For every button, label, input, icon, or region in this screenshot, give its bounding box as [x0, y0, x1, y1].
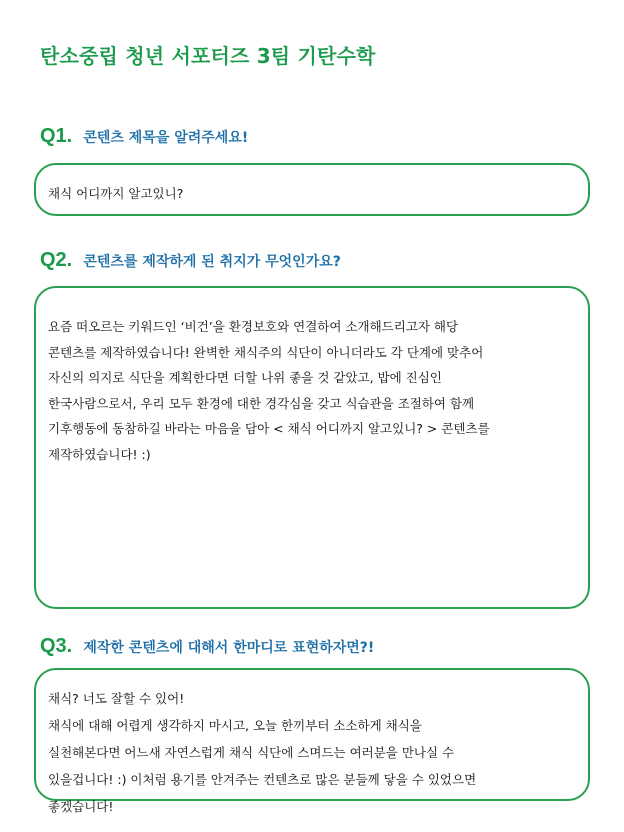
page-title: 탄소중립 청년 서포터즈 3팀 기탄수학: [40, 44, 376, 68]
question-2: [40, 249, 341, 272]
answer-3-line: 채식? 너도 잘할 수 있어!: [48, 691, 185, 706]
question-3: [40, 635, 374, 658]
question-3-number: Q3.: [40, 635, 73, 657]
answer-1: [48, 184, 183, 202]
question-1-number: Q1.: [40, 125, 73, 147]
answer-2: [48, 314, 490, 467]
question-2-number: Q2.: [40, 249, 73, 271]
answer-3-line: 좋겠습니다!: [48, 799, 114, 814]
question-2-text: 콘텐츠를 제작하게 된 취지가 무엇인가요?: [83, 254, 341, 270]
question-1: [40, 125, 248, 148]
answer-2-line: 제작하였습니다! :): [48, 446, 151, 462]
answer-3-line: 채식에 대해 어렵게 생각하지 마시고, 오늘 한끼부터 소소하게 채식을: [48, 718, 422, 733]
answer-3: [48, 685, 476, 820]
question-1-text: 콘텐츠 제목을 알려주세요!: [83, 130, 249, 146]
answer-1-line: 채식 어디까지 알고있니?: [48, 186, 184, 201]
answer-2-line: 자신의 의지로 식단을 계획한다면 더할 나위 좋을 것 같았고, 밥에 진심인: [48, 370, 442, 385]
answer-3-line: 있을겁니다! :) 이처럼 용기를 안겨주는 컨텐츠로 많은 분들께 닿을 수 있었으면: [48, 772, 477, 787]
question-3-text: 제작한 콘텐츠에 대해서 한마디로 표현하자면?!: [83, 640, 375, 656]
answer-2-line: 요즘 떠오르는 키워드인 ‘비건’을 환경보호와 연결하여 소개해드리고자 해당: [48, 319, 459, 334]
answer-3-line: 실천해본다면 어느새 자연스럽게 채식 식단에 스며드는 여러분을 만나실 수: [48, 745, 455, 760]
answer-2-line: 한국사람으로서, 우리 모두 환경에 대한 경각심을 갖고 식습관을 조절하여 함께: [48, 395, 475, 411]
answer-2-line: 콘텐츠를 제작하였습니다! 완벽한 채식주의 식단이 아니더라도 각 단계에 맞추어: [48, 344, 484, 360]
answer-2-line: 기후행동에 동참하길 바라는 마음을 담아 < 채식 어디까지 알고있니? > 콘텐츠를: [48, 421, 490, 436]
